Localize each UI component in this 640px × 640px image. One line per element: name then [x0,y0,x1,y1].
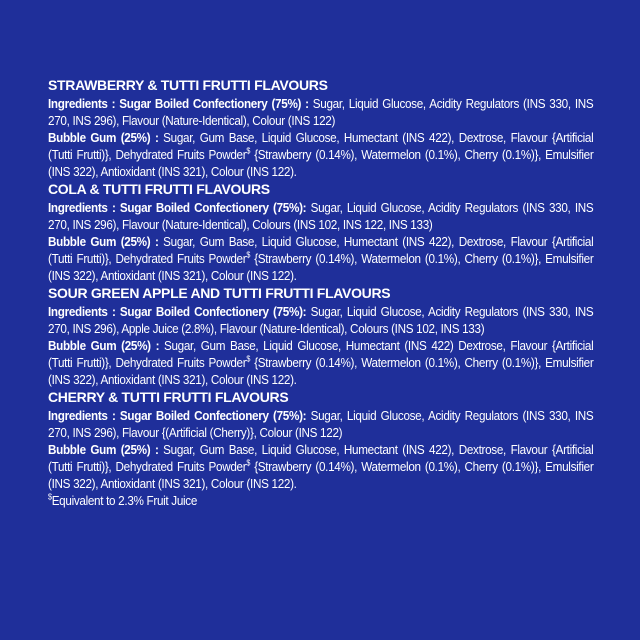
ingredients-label: Ingredients : Sugar Boiled Confectionery (75%) : [48,96,309,111]
ingredients-label: Ingredients : Sugar Boiled Confectionery (75%): [48,200,307,215]
ingredients-panel [48,76,594,509]
ingredients-paragraph [48,199,593,233]
ingredients-paragraph [48,303,593,337]
bubble-gum-label: Bubble Gum (25%) : [48,234,159,249]
bubble-gum-paragraph [48,129,593,180]
bubble-gum-paragraph [48,337,593,388]
bubble-gum-paragraph [48,441,593,492]
bubble-gum-text-rest: {Strawberry (0.14%), Watermelon (0.1%), Cherry (0.1%)}, Emulsifier (INS 322), Antioxidant (INS 321), Colour (INS 122). [48,251,594,283]
fruit-juice-footnote [48,492,593,509]
bubble-gum-text: Sugar, Gum Base, Liquid Glucose, Humectant (INS 422) Dextrose, Flavour {Artificial (Tutti Frutti)}, Dehydrated Fruits Powder [48,338,594,370]
bubble-gum-text: Sugar, Gum Base, Liquid Glucose, Humectant (INS 422), Dextrose, Flavour {Artificial (Tutti Frutti)}, Dehydrated Fruits Powder [48,130,594,162]
section-title: SOUR GREEN APPLE AND TUTTI FRUTTI FLAVOURS [48,285,391,301]
dollar-footnote-marker: $ [246,458,251,468]
ingredients-label: Ingredients : Sugar Boiled Confectionery (75%): [48,408,307,423]
bubble-gum-label: Bubble Gum (25%) : [48,130,159,145]
bubble-gum-paragraph [48,233,593,284]
bubble-gum-text-rest: {Strawberry (0.14%), Watermelon (0.1%), Cherry (0.1%)}, Emulsifier (INS 322), Antioxidant (INS 321), Colour (INS 122). [48,355,594,387]
dollar-footnote-marker: $ [48,492,52,502]
bubble-gum-label: Bubble Gum (25%) : [48,442,159,457]
dollar-footnote-marker: $ [246,146,251,156]
section-title: CHERRY & TUTTI FRUTTI FLAVOURS [48,389,289,405]
ingredients-label: Ingredients : Sugar Boiled Confectionery (75%): [48,304,307,319]
flavour-section-cola [48,180,594,284]
ingredients-text: Sugar, Liquid Glucose, Acidity Regulators (INS 330, INS 270, INS 296), Flavour {(Artificial (Cherry)}, Colour (INS 122) [48,408,594,440]
ingredients-text: Sugar, Liquid Glucose, Acidity Regulators (INS 330, INS 270, INS 296), Flavour (Nature-Identical), Colour (INS 122) [48,96,594,128]
bubble-gum-label: Bubble Gum (25%) : [48,338,160,353]
flavour-section-strawberry [48,76,594,180]
dollar-footnote-marker: $ [246,250,251,260]
section-title: COLA & TUTTI FRUTTI FLAVOURS [48,181,270,197]
dollar-footnote-marker: $ [246,354,251,364]
ingredients-text: Sugar, Liquid Glucose, Acidity Regulators (INS 330, INS 270, INS 296), Apple Juice (2.8%), Flavour (Nature-Identical), Colours (INS 102, INS 133) [48,304,594,336]
ingredients-text: Sugar, Liquid Glucose, Acidity Regulators (INS 330, INS 270, INS 296), Flavour (Nature-Identical), Colours (INS 102, INS 122, INS 133) [48,200,594,232]
section-title: STRAWBERRY & TUTTI FRUTTI FLAVOURS [48,77,328,93]
flavour-section-cherry [48,388,594,492]
bubble-gum-text-rest: {Strawberry (0.14%), Watermelon (0.1%), Cherry (0.1%)}, Emulsifier (INS 322), Antioxidant (INS 321), Colour (INS 122). [48,147,594,179]
bubble-gum-text: Sugar, Gum Base, Liquid Glucose, Humectant (INS 422), Dextrose, Flavour {Artificial (Tutti Frutti)}, Dehydrated Fruits Powder [48,442,594,474]
flavour-section-sour-green-apple [48,284,594,388]
bubble-gum-text: Sugar, Gum Base, Liquid Glucose, Humectant (INS 422), Dextrose, Flavour {Artificial (Tutti Frutti)}, Dehydrated Fruits Powder [48,234,594,266]
ingredients-paragraph [48,407,593,441]
footnote-text: Equivalent to 2.3% Fruit Juice [51,493,198,508]
ingredients-paragraph [48,95,593,129]
bubble-gum-text-rest: {Strawberry (0.14%), Watermelon (0.1%), Cherry (0.1%)}, Emulsifier (INS 322), Antioxidant (INS 321), Colour (INS 122). [48,459,594,491]
